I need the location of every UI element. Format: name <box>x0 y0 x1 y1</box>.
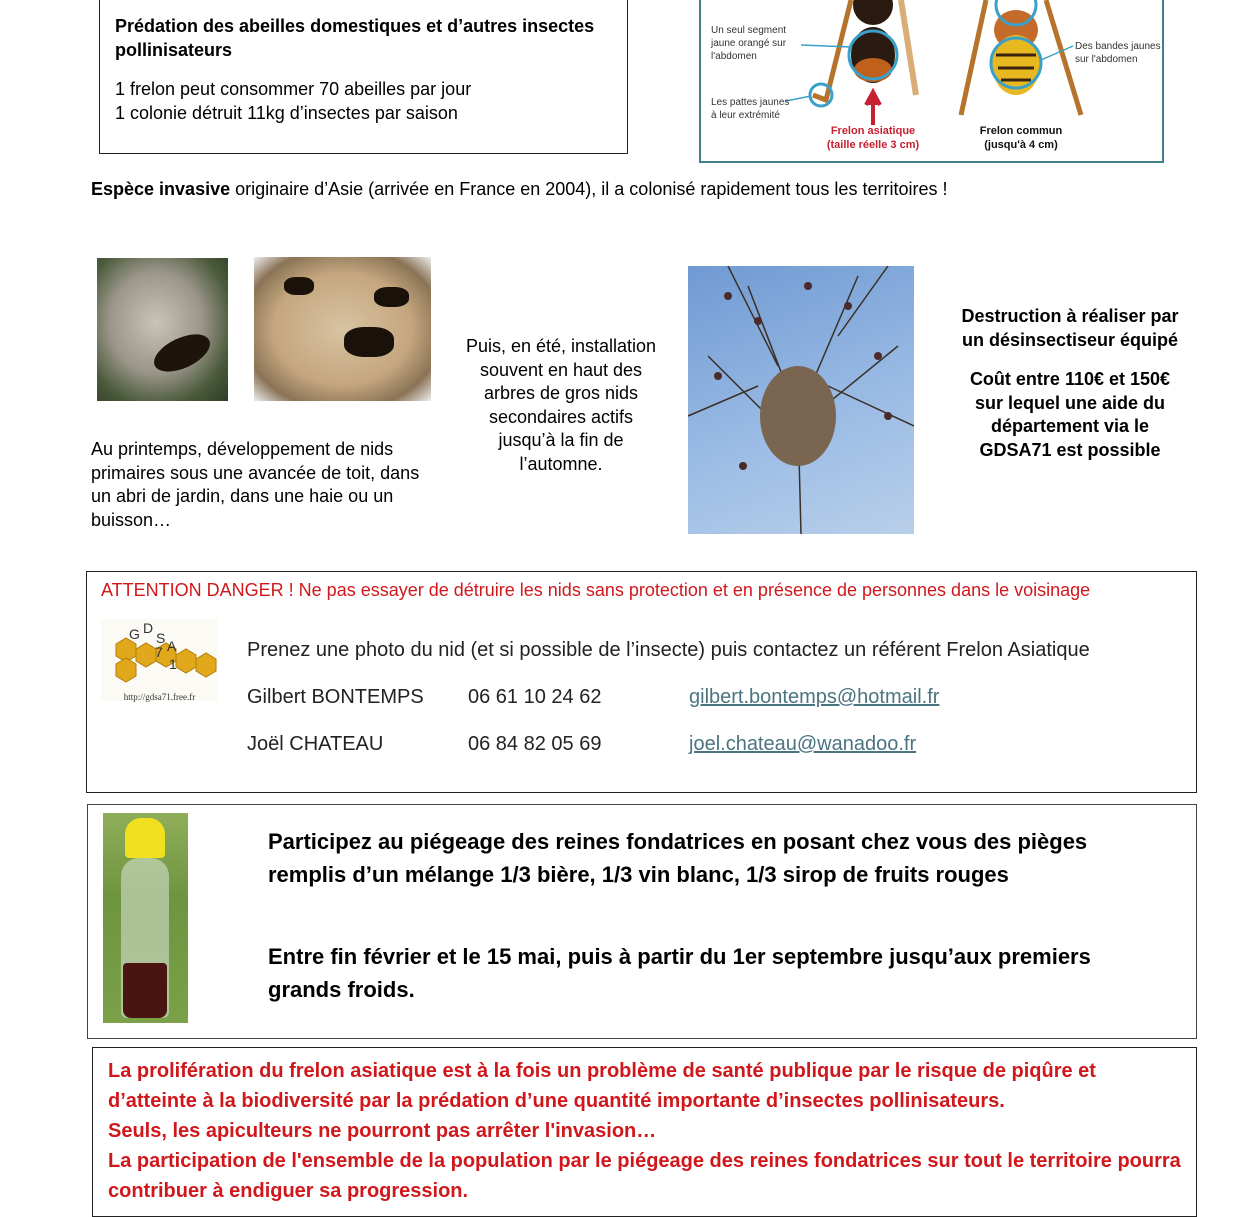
asian-hornet-size: (taille réelle 3 cm) <box>826 139 920 151</box>
invasive-species-text <box>91 178 1191 202</box>
trap-instructions: Participez au piégeage des reines fondatrices en posant chez vous des pièges remplis d’un mélange 1/3 bière, 1/3 vin blanc, 1/3 sirop de fruits rouges <box>268 829 1088 887</box>
contact-email-link[interactable]: joel.chateau@wanadoo.fr <box>689 733 917 755</box>
primary-nest-photo <box>97 258 228 401</box>
svg-text:D: D <box>143 620 154 636</box>
danger-contact-box <box>86 571 1197 793</box>
honeycomb-logo-icon <box>101 619 218 685</box>
conclusion-line: La participation de l'ensemble de la population par le piégeage des reines fondatrices sur tout le territoire pourra contribuer à endiguer sa progression. <box>108 1150 1181 1202</box>
predation-line: 1 colonie détruit 11kg d’insectes par saison <box>115 103 458 123</box>
predation-line: 1 frelon peut consommer 70 abeilles par jour <box>115 79 472 99</box>
logo-url: http://gdsa71.free.fr <box>123 692 196 702</box>
destruction-title: Destruction à réaliser par un désinsectiseur équipé <box>961 306 1179 350</box>
bottle-trap-photo <box>103 813 188 1023</box>
asian-hornet-name: Frelon asiatique <box>830 125 916 137</box>
contact-name: Joël CHATEAU <box>247 733 384 755</box>
secondary-nest-tree-photo <box>688 266 914 534</box>
spring-nest-text: Au printemps, développement de nids primaires sous une avancée de toit, dans un abri de jardin, dans une haie ou un buisson… <box>91 439 420 530</box>
predation-box <box>99 0 628 154</box>
gdsa71-logo <box>101 619 218 701</box>
contact-phone[interactable]: 06 84 82 05 69 <box>468 733 602 755</box>
invasive-rest: originaire d’Asie (arrivée en France en 2004), il a colonisé rapidement tous les territoires ! <box>230 179 948 199</box>
contact-instruction: Prenez une photo du nid (et si possible de l’insecte) puis contactez un référent Frelon Asiatique <box>247 639 1090 661</box>
tree-branches <box>688 266 914 534</box>
svg-text:7: 7 <box>155 644 163 660</box>
svg-text:S: S <box>156 630 166 646</box>
contact-phone[interactable]: 06 61 10 24 62 <box>468 686 602 708</box>
common-hornet-size: (jusqu'à 4 cm) <box>984 139 1058 151</box>
summer-nest-text: Puis, en été, installation souvent en haut des arbres de gros nids secondaires actifs jusqu’à la fin de l’automne. <box>465 336 657 474</box>
label-pattes: Les pattes jaunes à leur extrémité <box>711 97 790 121</box>
danger-warning: ATTENTION DANGER ! Ne pas essayer de détruire les nids sans protection et en présence de personnes dans le voisinage <box>101 580 1091 600</box>
conclusion-line: La prolifération du frelon asiatique est à la fois un problème de santé publique par le risque de piqûre et d’atteinte à la biodiversité par la prédation d’une quantité importante d’insectes pollinisateurs. <box>108 1060 1096 1112</box>
conclusion-line: Seuls, les apiculteurs ne pourront pas arrêter l'invasion… <box>108 1120 657 1142</box>
contact-email-link[interactable]: gilbert.bontemps@hotmail.fr <box>689 686 940 708</box>
destruction-cost: Coût entre 110€ et 150€ sur lequel une aide du département via le GDSA71 est possible <box>969 369 1171 460</box>
invasive-bold: Espèce invasive <box>91 179 231 199</box>
svg-text:1: 1 <box>169 656 177 672</box>
contact-name: Gilbert BONTEMPS <box>247 686 424 708</box>
label-segment: Un seul segment jaune orangé sur l'abdomen <box>711 25 787 62</box>
nest-with-hornets-photo <box>254 257 431 401</box>
svg-text:A: A <box>167 638 177 654</box>
common-hornet-name: Frelon commun <box>979 125 1063 137</box>
conclusion-box <box>92 1047 1197 1217</box>
label-bandes: Des bandes jaunes sur l'abdomen <box>1075 41 1161 65</box>
trap-box <box>87 804 1197 1039</box>
svg-text:G: G <box>129 626 140 642</box>
hornet-comparison-diagram <box>699 0 1164 163</box>
predation-title: Prédation des abeilles domestiques et d’autres insectes pollinisateurs <box>115 16 595 60</box>
trap-period: Entre fin février et le 15 mai, puis à partir du 1er septembre jusqu’aux premiers grands froids. <box>268 944 1091 1002</box>
